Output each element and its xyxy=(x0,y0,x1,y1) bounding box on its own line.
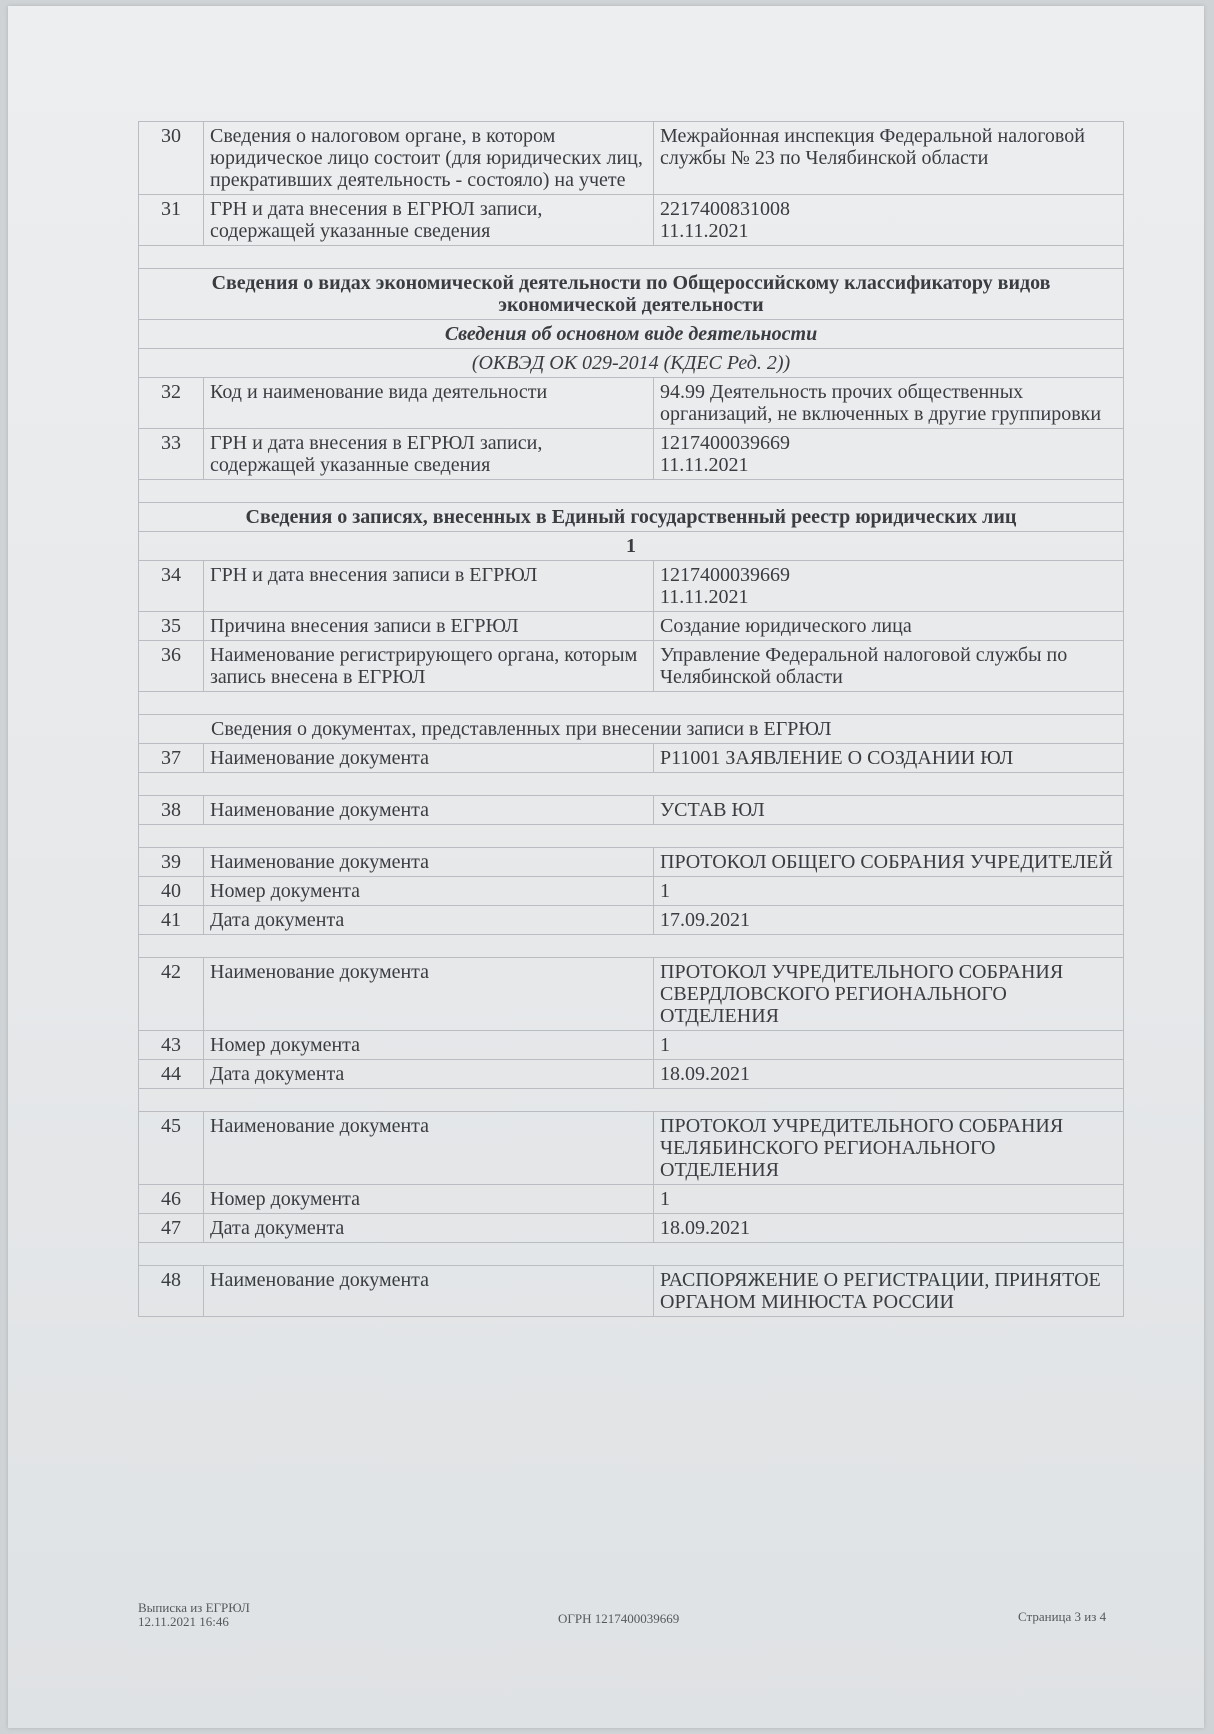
row-number: 37 xyxy=(139,744,204,773)
footer-doc-title xyxy=(138,1601,250,1629)
row-label: Наименование документа xyxy=(204,796,654,825)
row-number: 43 xyxy=(139,1031,204,1060)
row-number: 31 xyxy=(139,195,204,246)
table-row xyxy=(139,1266,1124,1317)
row-number: 44 xyxy=(139,1060,204,1089)
row-label: Номер документа xyxy=(204,1031,654,1060)
row-label: ГРН и дата внесения в ЕГРЮЛ записи, содержащей указанные сведения xyxy=(204,429,654,480)
section-header-row xyxy=(139,269,1124,320)
table-row xyxy=(139,1112,1124,1185)
spacer-cell xyxy=(139,1243,1124,1266)
row-number: 42 xyxy=(139,958,204,1031)
table-row xyxy=(139,1214,1124,1243)
table-row xyxy=(139,1060,1124,1089)
row-value: 18.09.2021 xyxy=(654,1214,1124,1243)
section-title: Сведения об основном виде деятельности xyxy=(139,320,1124,349)
row-label: Номер документа xyxy=(204,877,654,906)
table-row xyxy=(139,1031,1124,1060)
row-value: 94.99 Деятельность прочих общественных организаций, не включенных в другие группировки xyxy=(654,378,1124,429)
table-row xyxy=(139,561,1124,612)
row-number: 45 xyxy=(139,1112,204,1185)
footer-ogrn: ОГРН 1217400039669 xyxy=(558,1611,680,1626)
spacer-row xyxy=(139,1243,1124,1266)
row-number: 32 xyxy=(139,378,204,429)
section-header-row xyxy=(139,320,1124,349)
row-label: Дата документа xyxy=(204,1060,654,1089)
spacer-row xyxy=(139,773,1124,796)
row-number: 48 xyxy=(139,1266,204,1317)
spacer-row xyxy=(139,935,1124,958)
row-number: 46 xyxy=(139,1185,204,1214)
row-label: Наименование документа xyxy=(204,848,654,877)
row-label: Причина внесения записи в ЕГРЮЛ xyxy=(204,612,654,641)
row-number: 40 xyxy=(139,877,204,906)
table-row xyxy=(139,122,1124,195)
table-row xyxy=(139,612,1124,641)
table-row xyxy=(139,906,1124,935)
row-value: Управление Федеральной налоговой службы по Челябинской области xyxy=(654,641,1124,692)
section-header-row xyxy=(139,532,1124,561)
row-value: Создание юридического лица xyxy=(654,612,1124,641)
row-number: 35 xyxy=(139,612,204,641)
table-row xyxy=(139,848,1124,877)
table-row xyxy=(139,1185,1124,1214)
spacer-cell xyxy=(139,692,1124,715)
section-title: (ОКВЭД ОК 029-2014 (КДЕС Ред. 2)) xyxy=(139,349,1124,378)
row-number: 33 xyxy=(139,429,204,480)
egrul-extract-table xyxy=(138,121,1124,1317)
table-row xyxy=(139,744,1124,773)
section-title: Сведения о документах, представленных при внесении записи в ЕГРЮЛ xyxy=(139,715,1124,744)
row-label: ГРН и дата внесения записи в ЕГРЮЛ xyxy=(204,561,654,612)
row-label: Наименование документа xyxy=(204,1112,654,1185)
spacer-cell xyxy=(139,825,1124,848)
row-value: УСТАВ ЮЛ xyxy=(654,796,1124,825)
row-value: 1217400039669 11.11.2021 xyxy=(654,561,1124,612)
spacer-row xyxy=(139,825,1124,848)
section-header-row xyxy=(139,715,1124,744)
row-value: 18.09.2021 xyxy=(654,1060,1124,1089)
row-label: Дата документа xyxy=(204,1214,654,1243)
document-page xyxy=(8,6,1204,1728)
row-number: 38 xyxy=(139,796,204,825)
row-value: ПРОТОКОЛ УЧРЕДИТЕЛЬНОГО СОБРАНИЯ ЧЕЛЯБИНСКОГО РЕГИОНАЛЬНОГО ОТДЕЛЕНИЯ xyxy=(654,1112,1124,1185)
section-title: Сведения о видах экономической деятельности по Общероссийскому классификатору видов экономической деятельности xyxy=(139,269,1124,320)
section-header-row xyxy=(139,349,1124,378)
row-number: 47 xyxy=(139,1214,204,1243)
table-row xyxy=(139,796,1124,825)
spacer-cell xyxy=(139,935,1124,958)
row-label: Номер документа xyxy=(204,1185,654,1214)
row-label: Наименование документа xyxy=(204,1266,654,1317)
row-label: Наименование документа xyxy=(204,958,654,1031)
row-label: Наименование регистрирующего органа, которым запись внесена в ЕГРЮЛ xyxy=(204,641,654,692)
table-row xyxy=(139,641,1124,692)
row-value: РАСПОРЯЖЕНИЕ О РЕГИСТРАЦИИ, ПРИНЯТОЕ ОРГАНОМ МИНЮСТА РОССИИ xyxy=(654,1266,1124,1317)
section-title: 1 xyxy=(139,532,1124,561)
row-number: 34 xyxy=(139,561,204,612)
row-value: 1 xyxy=(654,1185,1124,1214)
row-number: 39 xyxy=(139,848,204,877)
row-number: 41 xyxy=(139,906,204,935)
row-value: ПРОТОКОЛ УЧРЕДИТЕЛЬНОГО СОБРАНИЯ СВЕРДЛОВСКОГО РЕГИОНАЛЬНОГО ОТДЕЛЕНИЯ xyxy=(654,958,1124,1031)
row-value: Р11001 ЗАЯВЛЕНИЕ О СОЗДАНИИ ЮЛ xyxy=(654,744,1124,773)
footer-page-number: Страница 3 из 4 xyxy=(1018,1609,1107,1624)
row-label: Наименование документа xyxy=(204,744,654,773)
table-row xyxy=(139,877,1124,906)
row-label: Сведения о налоговом органе, в котором юридическое лицо состоит (для юридических лиц, прекративших деятельность - состояло) на учете xyxy=(204,122,654,195)
spacer-cell xyxy=(139,480,1124,503)
row-number: 30 xyxy=(139,122,204,195)
table-row xyxy=(139,195,1124,246)
row-value: 1217400039669 11.11.2021 xyxy=(654,429,1124,480)
footer-doc-title-text: Выписка из ЕГРЮЛ xyxy=(138,1600,250,1615)
footer-timestamp: 12.11.2021 16:46 xyxy=(138,1614,229,1629)
section-header-row xyxy=(139,503,1124,532)
spacer-cell xyxy=(139,773,1124,796)
spacer-cell xyxy=(139,246,1124,269)
spacer-cell xyxy=(139,1089,1124,1112)
row-label: Код и наименование вида деятельности xyxy=(204,378,654,429)
row-label: Дата документа xyxy=(204,906,654,935)
row-value: 2217400831008 11.11.2021 xyxy=(654,195,1124,246)
row-value: 1 xyxy=(654,1031,1124,1060)
spacer-row xyxy=(139,246,1124,269)
row-value: 17.09.2021 xyxy=(654,906,1124,935)
table-row xyxy=(139,958,1124,1031)
row-value: ПРОТОКОЛ ОБЩЕГО СОБРАНИЯ УЧРЕДИТЕЛЕЙ xyxy=(654,848,1124,877)
row-number: 36 xyxy=(139,641,204,692)
spacer-row xyxy=(139,1089,1124,1112)
spacer-row xyxy=(139,480,1124,503)
spacer-row xyxy=(139,692,1124,715)
row-value: 1 xyxy=(654,877,1124,906)
table-row xyxy=(139,429,1124,480)
row-value: Межрайонная инспекция Федеральной налоговой службы № 23 по Челябинской области xyxy=(654,122,1124,195)
table-row xyxy=(139,378,1124,429)
row-label: ГРН и дата внесения в ЕГРЮЛ записи, содержащей указанные сведения xyxy=(204,195,654,246)
section-title: Сведения о записях, внесенных в Единый государственный реестр юридических лиц xyxy=(139,503,1124,532)
